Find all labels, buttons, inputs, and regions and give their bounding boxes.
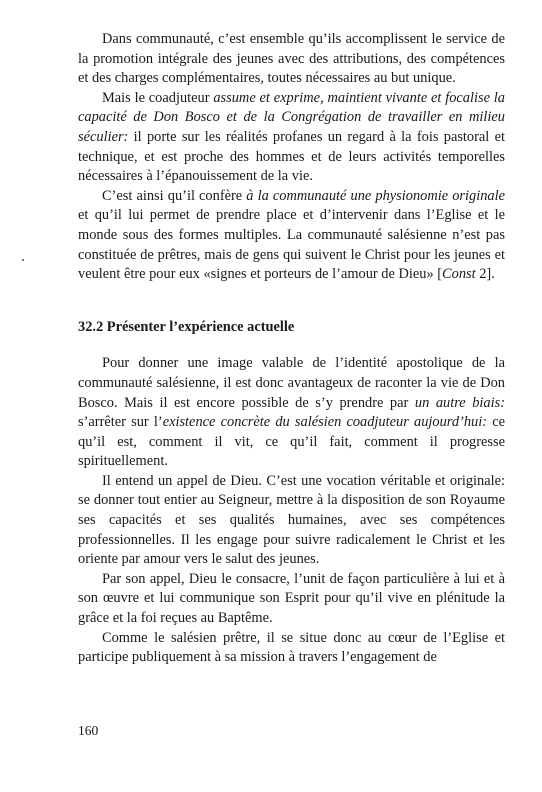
- paragraph-2-text-a: Mais le coadjuteur: [102, 89, 214, 106]
- paragraph-1: Dans communauté, c’est ensemble qu’ils accomplissent le service de la promotion intégrale des jeunes avec des attributions, des compétences et des charges complémentaires, toutes nécessaires au but unique.: [78, 31, 505, 87]
- paragraph-3-italic: à la communauté une physionomie originale: [246, 187, 505, 204]
- paragraph-3-text-a: C’est ainsi qu’il confère: [102, 187, 247, 204]
- paragraph-4-italic-1: un autre biais:: [414, 394, 505, 411]
- paragraph-4-text-c: s’arrêter sur l’: [78, 414, 163, 431]
- paragraph-3-text-c: et qu’il lui permet de prendre place et d’intervenir dans l’Eglise et le monde sous des formes multiples. La communauté salésienne n’est pas constituée de prêtres, mais de gens qui suivent le Christ pour les jeunes et veulent être pour eux «signes et porteurs de l’amour de Dieu» [: [78, 207, 505, 283]
- page-body: [78, 30, 505, 668]
- paragraph-3-text-e: 2].: [475, 266, 495, 283]
- paragraph-3-citation-italic: Const: [442, 266, 476, 283]
- page-number: 160: [78, 723, 99, 738]
- paragraph-4-text-a: Pour donner une image valable de l’identité apostolique de la communauté salésienne, il est donc avantageux de raconter la vie de Don Bosco. Mais il est encore possible de s’y prendre par: [78, 355, 505, 411]
- paragraph-5: Il entend un appel de Dieu. C’est une vocation véritable et originale: se donner tout entier au Seigneur, mettre à la disposition de son Royaume ses capacités et ses qualités humaines, avec ses compétences professionnelles. Il les engage pour suivre radicalement le Christ et les oriente par amour vers le salut des jeunes.: [78, 472, 505, 568]
- paragraph-2-text-c: il porte sur les réalités profanes un regard à la fois pastoral et technique, et est proche des hommes et de leurs activités temporelles nécessaires à l’épanouissement de la vie.: [78, 128, 505, 185]
- margin-speck: [22, 259, 24, 261]
- paragraph-2-italic: assume et exprime, maintient vivante et focalise la capacité de Don Bosco et de la Congrégation de travailler en milieu séculier:: [78, 89, 505, 145]
- paragraph-6: Par son appel, Dieu le consacre, l’unit de façon particulière à lui et à son œuvre et lui communique son Esprit pour qu’il vive en plénitude la grâce et la foi reçues au Baptême.: [78, 570, 505, 627]
- paragraph-4-italic-2: existence concrète du salésien coadjuteur aujourd’hui:: [162, 414, 488, 431]
- paragraph-7: Comme le salésien prêtre, il se situe donc au cœur de l’Eglise et participe publiquement à sa mission à travers l’engagement de: [78, 629, 505, 666]
- paragraph-2: [78, 89, 505, 187]
- paragraph-4-text-e: ce qu’il est, comment il vit, ce qu’il fait, comment il progresse spirituellement.: [78, 414, 505, 470]
- paragraph-4: [78, 354, 505, 472]
- section-heading: 32.2 Présenter l’expérience actuelle: [78, 318, 295, 335]
- paragraph-3: [78, 187, 505, 285]
